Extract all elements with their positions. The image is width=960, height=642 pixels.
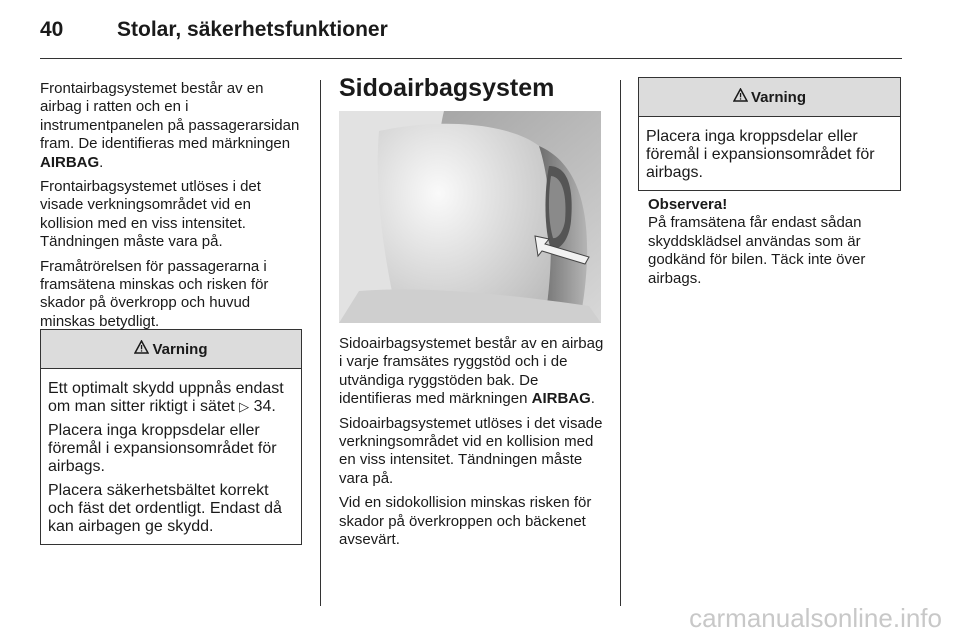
column-divider-left [320,80,321,606]
watermark: carmanualsonline.info [689,603,942,633]
left-paragraph-1: Frontairbagsystemet består av en airbag i ratten och en i instrumentpanelen på passagerarsidan fram. De identifieras med märkningen AIRBAG. [40,80,300,171]
header-divider [40,58,902,59]
airbag-label: AIRBAG [40,153,100,171]
middle-column [339,335,604,555]
column-divider-right [620,80,621,606]
warning-header [639,78,900,117]
note-title: Observera! [648,196,728,213]
middle-paragraph-3: Vid en sidokollision minskas risken för skador på överkroppen och bäckenet avsevärt. [339,494,592,549]
page-reference: 34. [253,398,276,415]
left-paragraph-2: Frontairbagsystemet utlöses i det visade verkningsområdet vid en kollision med en viss intensitet. Tändningen måste vara på. [40,178,261,251]
note-block [648,196,903,288]
warning-title: Varning [152,340,208,358]
left-column [40,80,303,337]
warning-triangle-icon [733,87,748,107]
middle-paragraph-1: Sidoairbagsystemet består av en airbag i varje framsätes ryggstöd och i de utvändiga ryggstöden bak. De identifieras med märkningen AIRBAG. [339,335,604,408]
left-paragraph-3: Framåtrörelsen för passagerarna i framsätena minskas och risken för skador på överkropp och huvud minskas betydligt. [40,257,269,330]
warning-paragraph-3: Placera säkerhetsbältet korrekt och fäst det ordentligt. Endast då kan airbagen ge skydd. [48,482,282,535]
warning-title: Varning [750,88,806,106]
page-number: 40 [40,18,64,41]
seat-airbag-illustration [339,111,601,323]
warning-paragraph-1: Ett optimalt skydd uppnås endast om man sitter riktigt i sätet ▷ 34. [48,380,284,415]
section-heading: Sidoairbagsystem [339,74,555,102]
warning-body [639,117,900,190]
page-reference-icon: ▷ [239,399,250,414]
warning-box-right [638,77,901,191]
warning-header [41,330,301,369]
page-title: Stolar, säkerhetsfunktioner [117,18,388,41]
note-text: På framsätena får endast sådan skyddsklädsel användas som är godkänd för bilen. Täck inte över airbags. [648,214,866,287]
warning-paragraph-1: Placera inga kroppsdelar eller föremål i expansionsområdet för airbags. [646,128,875,181]
warning-body [41,369,301,544]
warning-box-left [40,329,302,545]
warning-triangle-icon [134,339,149,359]
airbag-label: AIRBAG [531,390,591,408]
warning-paragraph-2: Placera inga kroppsdelar eller föremål i expansionsområdet för airbags. [48,422,277,475]
middle-paragraph-2: Sidoairbagsystemet utlöses i det visade verkningsområdet vid en kollision med en viss intensitet. Tändningen måste vara på. [339,414,603,487]
